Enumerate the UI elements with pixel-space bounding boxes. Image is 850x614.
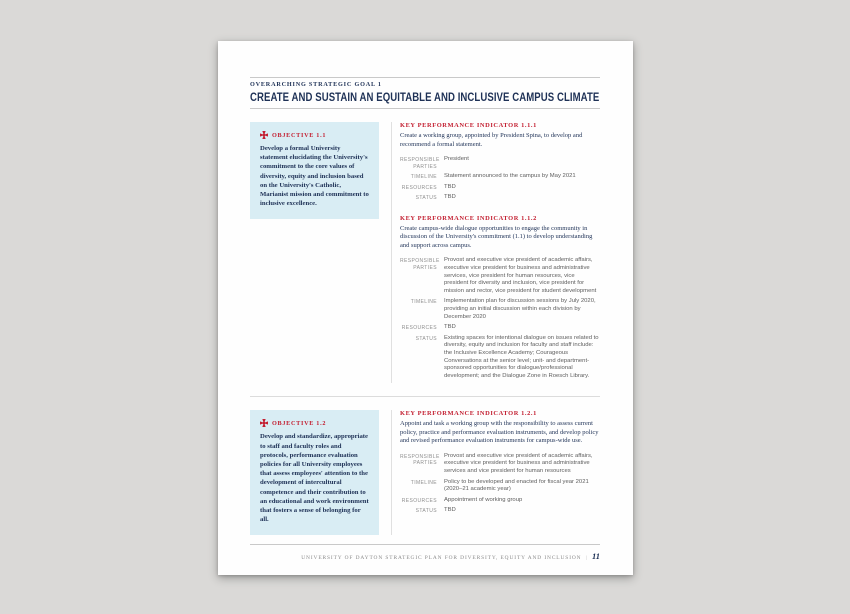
column-divider	[391, 122, 392, 383]
objective-1-2-box	[250, 410, 379, 535]
meta-value: TBD	[444, 183, 456, 190]
kpi-column	[400, 122, 600, 383]
meta-value: TBD	[444, 194, 456, 201]
kpi-column	[400, 410, 600, 535]
meta-value: Provost and executive vice president of academic affairs, executive vice president for business and administrative services and vice president for human resources	[444, 452, 593, 475]
kpi-1-1-1	[400, 122, 600, 202]
meta-value: TBD	[444, 507, 456, 514]
document-page	[218, 41, 633, 575]
meta-label: STATUS	[415, 508, 437, 515]
meta-label: TIMELINE	[410, 299, 437, 306]
meta-label: RESPONSIBLE PARTIES	[400, 258, 440, 272]
meta-label: TIMELINE	[410, 174, 437, 181]
kpi-heading: KEY PERFORMANCE INDICATOR 1.1.1	[400, 122, 537, 129]
meta-row-resources	[400, 497, 600, 505]
kpi-description: Create a working group, appointed by President Spina, to develop and recommend a formal statement.	[400, 132, 583, 148]
meta-label: RESPONSIBLE PARTIES	[400, 453, 440, 467]
section-divider-rule	[250, 396, 600, 397]
meta-label: STATUS	[415, 335, 437, 342]
meta-value: Provost and executive vice president of academic affairs, executive vice president for business and administrative services, vice president for human resources, vice president for diversity and inclusion, vice president for mission and rector, vice president for student development	[444, 257, 597, 294]
objective-id: OBJECTIVE 1.1	[272, 131, 327, 139]
objective-1-2-heading	[260, 419, 369, 427]
meta-row-timeline	[400, 298, 600, 321]
section-goal-1-1	[250, 122, 600, 383]
meta-value: Existing spaces for intentional dialogue on issues related to diversity, equity and inclusion for faculty and staff include: the Inclusive Excellence Academy; Courageous Conversations at the senior level; unit- and department-sponsored opportunities for dialogue/professional development; and the Dialogue Zone in Roesch Library.	[444, 334, 599, 379]
meta-row-timeline	[400, 173, 600, 181]
section-goal-1-2	[250, 410, 600, 535]
header-bottom-rule	[250, 108, 600, 109]
objective-column	[250, 122, 379, 383]
kpi-meta-list	[400, 156, 600, 202]
meta-label: RESPONSIBLE PARTIES	[400, 157, 440, 170]
objective-column	[250, 410, 379, 535]
page-number: 11	[591, 551, 600, 561]
meta-value: TBD	[444, 324, 456, 331]
kpi-heading: KEY PERFORMANCE INDICATOR 1.1.2	[400, 214, 537, 222]
meta-label: RESOURCES	[401, 325, 437, 332]
kpi-meta-list	[400, 453, 600, 515]
page-footer	[250, 544, 600, 561]
overarching-goal-eyebrow: OVERARCHING STRATEGIC GOAL 1	[250, 81, 382, 88]
column-divider	[391, 410, 392, 535]
kpi-heading: KEY PERFORMANCE INDICATOR 1.2.1	[400, 410, 537, 418]
footer-separator: |	[585, 555, 588, 561]
meta-value: President	[444, 156, 469, 162]
meta-row-resources	[400, 184, 600, 192]
meta-row-status	[400, 335, 600, 381]
meta-label: TIMELINE	[410, 479, 437, 486]
marianist-cross-icon	[260, 419, 268, 427]
meta-row-timeline	[400, 479, 600, 494]
kpi-1-1-2	[400, 215, 600, 380]
page-title: CREATE AND SUSTAIN AN EQUITABLE AND INCLUSIVE CAMPUS CLIMATE	[250, 90, 600, 104]
meta-value: Statement announced to the campus by May 2021	[444, 173, 576, 180]
meta-row-resources	[400, 324, 600, 332]
meta-value: Policy to be developed and enacted for fiscal year 2021 (2020–21 academic year)	[444, 478, 589, 493]
footer-running-title: UNIVERSITY OF DAYTON STRATEGIC PLAN FOR DIVERSITY, EQUITY AND INCLUSION	[301, 555, 582, 561]
objective-id: OBJECTIVE 1.2	[272, 419, 327, 427]
footer-text-line	[250, 551, 600, 561]
meta-row-status	[400, 507, 600, 515]
footer-rule	[250, 544, 600, 545]
meta-label: STATUS	[415, 195, 437, 202]
marianist-cross-icon	[260, 131, 268, 139]
meta-value: Implementation plan for discussion sessions by July 2020, providing an initial discussion within each division by December 2020	[444, 298, 596, 320]
header-top-rule	[250, 77, 600, 78]
objective-text: Develop and standardize, appropriate to staff and faculty roles and protocols, performance evaluation policies for all University employees that assess employees' attention to the development of intercultural competence and their contribution to an educational and work environment that fosters a sense of belonging for all.	[260, 433, 369, 524]
meta-row-responsible-parties	[400, 257, 600, 295]
meta-row-responsible-parties	[400, 453, 600, 476]
objective-text: Develop a formal University statement elucidating the University's commitment to the core values of diversity, equity and inclusion based on the University's Catholic, Marianist mission and commitment to inclusive excellence.	[260, 145, 369, 208]
kpi-description: Appoint and task a working group with the responsibility to assess current policy, practice and performance evaluation instruments, and develop policy and revised performance evaluation instruments for campus-wide use.	[400, 420, 599, 445]
kpi-description: Create campus-wide dialogue opportunities to engage the community in discussion of the University's commitment (1.1) to develop understanding and support across campus.	[400, 224, 593, 249]
meta-row-status	[400, 194, 600, 202]
meta-value: Appointment of working group	[444, 496, 523, 503]
objective-1-1-heading	[260, 131, 369, 139]
meta-label: RESOURCES	[401, 497, 437, 504]
meta-row-responsible-parties	[400, 156, 600, 170]
objective-1-1-box	[250, 122, 379, 219]
meta-label: RESOURCES	[401, 184, 437, 191]
kpi-meta-list	[400, 257, 600, 380]
kpi-1-2-1	[400, 410, 600, 515]
